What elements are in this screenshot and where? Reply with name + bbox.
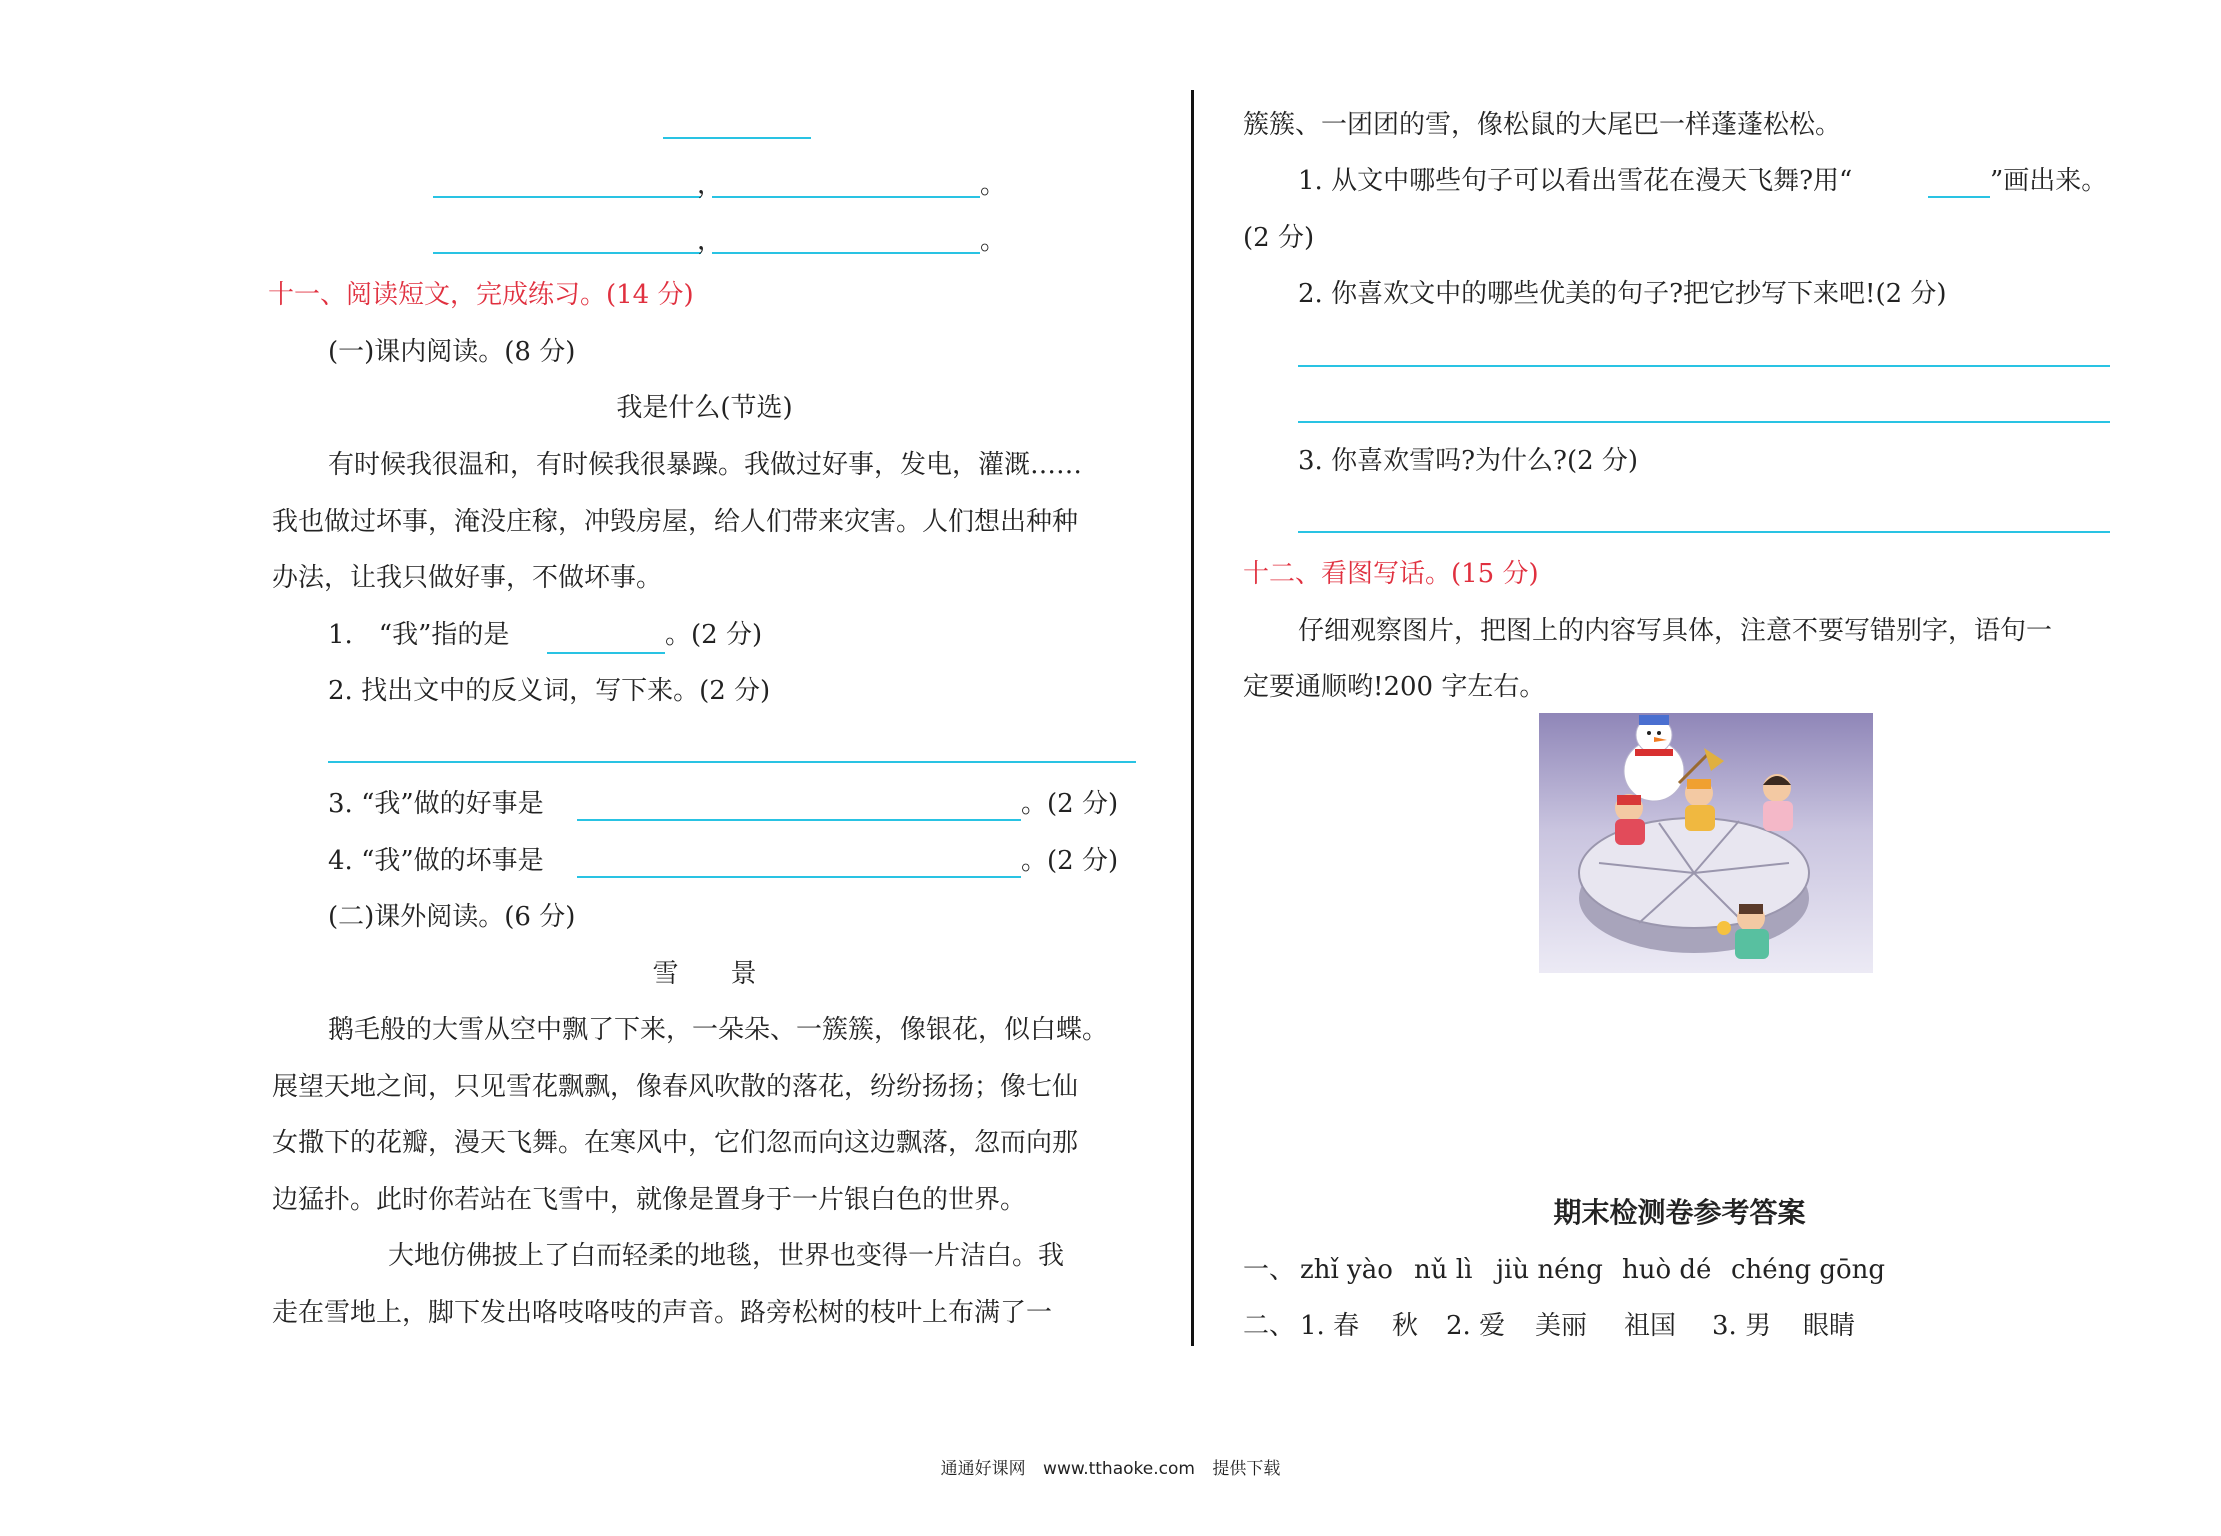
snow-scene-illustration	[1539, 713, 1873, 973]
right-question-1-score: (2 分)	[1243, 223, 1315, 253]
answer-1-pinyin: chéng gōng	[1731, 1255, 1886, 1285]
answer-1-pinyin: zhǐ yào	[1300, 1255, 1393, 1285]
question-3-answer-line[interactable]	[577, 819, 1021, 821]
section-12-title: 十二、看图写话。(15 分)	[1243, 559, 1539, 589]
question-2: 2. 找出文中的反义词，写下来。(2 分)	[328, 676, 771, 706]
writing-instruction-line: 仔细观察图片，把图上的内容写具体，注意不要写错别字，语句一	[1298, 616, 2053, 646]
answer-1-pinyin: huò dé	[1622, 1255, 1712, 1285]
right-question-3-answer-line[interactable]	[1298, 531, 2110, 533]
column-divider	[1191, 90, 1194, 1346]
passage-2-line: 走在雪地上，脚下发出咯吱咯吱的声音。路旁松树的枝叶上布满了一	[272, 1298, 1053, 1328]
answer-line-top[interactable]	[663, 137, 811, 139]
answer-1-pinyin: jiù néng	[1496, 1255, 1603, 1285]
footer-url[interactable]: www.tthaoke.com	[1043, 1459, 1195, 1479]
answer-2-item: 祖国	[1624, 1311, 1677, 1341]
section-11-title: 十一、阅读短文，完成练习。(14 分)	[268, 280, 694, 310]
answer-2-item: 秋	[1392, 1311, 1419, 1341]
question-3-suffix: 。(2 分)	[1021, 789, 1119, 819]
passage-2-line: 女撒下的花瓣，漫天飞舞。在寒风中，它们忽而向这边飘落，忽而向那	[272, 1128, 1079, 1158]
answer-2-item: 3. 男	[1712, 1311, 1772, 1341]
period: 。	[980, 170, 1007, 200]
question-1-prefix: 1. “我”指的是	[328, 620, 510, 650]
right-question-2-answer-line-1[interactable]	[1298, 365, 2110, 367]
question-4-prefix: 4. “我”做的坏事是	[328, 846, 544, 876]
right-question-1-underline-sample	[1928, 196, 1990, 198]
answer-2-item: 美丽	[1535, 1311, 1588, 1341]
right-question-1-suffix: ”画出来。	[1990, 166, 2108, 196]
question-3-prefix: 3. “我”做的好事是	[328, 789, 544, 819]
passage-2-title: 雪 景	[652, 959, 757, 989]
right-question-1-prefix: 1. 从文中哪些句子可以看出雪花在漫天飞舞?用“	[1298, 166, 1853, 196]
passage-2-line: 边猛扑。此时你若站在飞雪中，就像是置身于一片银白色的世界。	[272, 1185, 1027, 1215]
part-1-heading: (一)课内阅读。(8 分)	[328, 337, 576, 367]
right-question-2: 2. 你喜欢文中的哪些优美的句子?把它抄写下来吧!(2 分)	[1298, 279, 1947, 309]
answer-2-label: 二、	[1243, 1311, 1296, 1341]
comma: ，	[697, 226, 724, 256]
right-question-3: 3. 你喜欢雪吗?为什么?(2 分)	[1298, 446, 1639, 476]
passage-1-line: 我也做过坏事，淹没庄稼，冲毁房屋，给人们带来灾害。人们想出种种	[272, 507, 1079, 537]
answer-2-item: 2. 爱	[1446, 1311, 1506, 1341]
question-4-answer-line[interactable]	[577, 876, 1021, 878]
passage-1-title: 我是什么(节选)	[616, 393, 793, 423]
answer-1-label: 一、	[1243, 1255, 1296, 1285]
footer-site-name: 通通好课网	[940, 1459, 1026, 1479]
passage-1-line: 有时候我很温和，有时候我很暴躁。我做过好事，发电，灌溉……	[328, 450, 1083, 480]
passage-2-continued: 簇簇、一团团的雪，像松鼠的大尾巴一样蓬蓬松松。	[1243, 110, 1842, 140]
period: 。	[980, 226, 1007, 256]
answer-line-row2-b[interactable]	[712, 252, 980, 254]
part-2-heading: (二)课外阅读。(6 分)	[328, 902, 576, 932]
answer-line-row2-a[interactable]	[433, 252, 701, 254]
question-4-suffix: 。(2 分)	[1021, 846, 1119, 876]
right-question-2-answer-line-2[interactable]	[1298, 421, 2110, 423]
answer-key-title: 期末检测卷参考答案	[1553, 1196, 1806, 1229]
answer-2-item: 1. 春	[1300, 1311, 1360, 1341]
answer-1-pinyin: nǔ lì	[1414, 1255, 1473, 1285]
writing-instruction-line: 定要通顺哟!200 字左右。	[1243, 672, 1546, 702]
question-1-answer-line[interactable]	[547, 652, 665, 654]
answer-2-item: 眼睛	[1803, 1311, 1856, 1341]
passage-2-line: 展望天地之间，只见雪花飘飘，像春风吹散的落花，纷纷扬扬；像七仙	[272, 1072, 1079, 1102]
question-1-suffix: 。(2 分)	[665, 620, 763, 650]
passage-2-line: 大地仿佛披上了白而轻柔的地毯，世界也变得一片洁白。我	[388, 1241, 1065, 1271]
page-footer	[0, 1454, 2221, 1479]
comma: ，	[697, 170, 724, 200]
question-2-answer-line[interactable]	[328, 761, 1136, 763]
answer-line-row1-a[interactable]	[433, 196, 701, 198]
passage-2-line: 鹅毛般的大雪从空中飘了下来，一朵朵、一簇簇，像银花，似白蝶。	[328, 1015, 1109, 1045]
passage-1-line: 办法，让我只做好事，不做坏事。	[272, 563, 663, 593]
footer-note: 提供下载	[1212, 1459, 1281, 1479]
answer-line-row1-b[interactable]	[712, 196, 980, 198]
